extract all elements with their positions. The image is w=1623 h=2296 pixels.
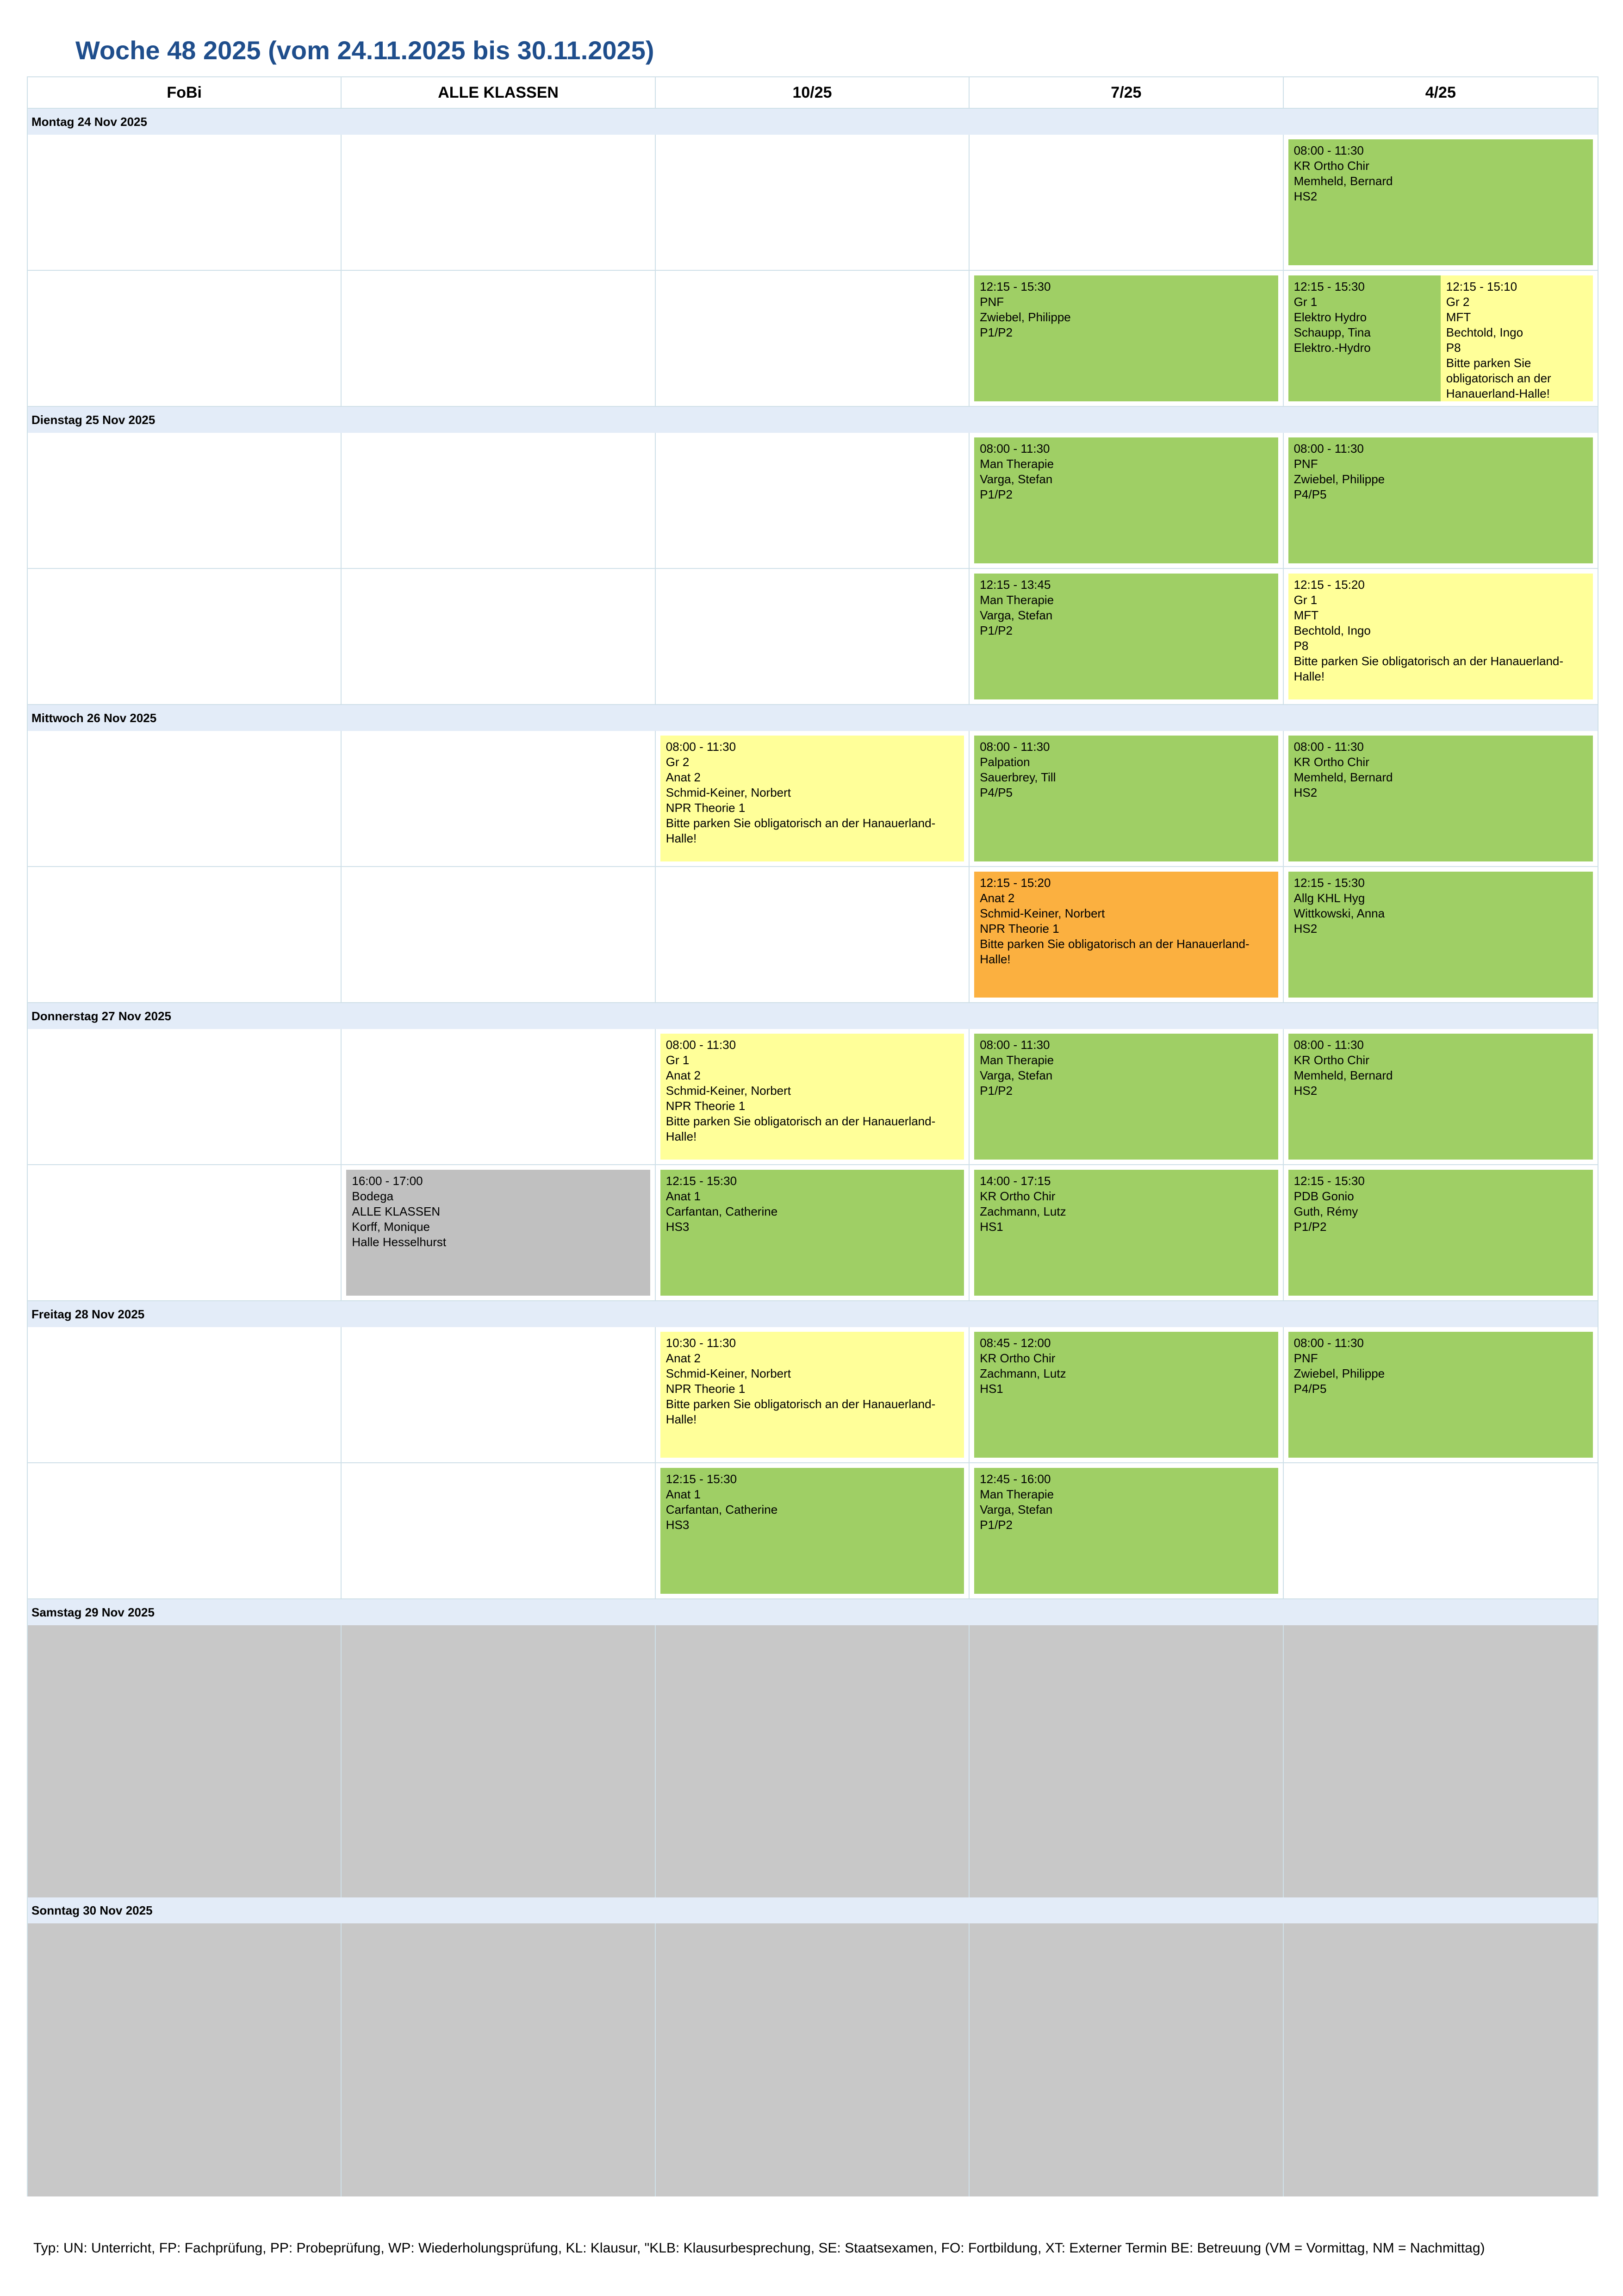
event-time: 08:00 - 11:30 [665,740,736,754]
time-slot-row [28,1029,1598,1165]
event-time: 08:00 - 11:30 [1293,144,1364,157]
event-detail: Schmid-Keiner, Norbert [665,1366,791,1380]
event-time: 08:45 - 12:00 [980,1336,1051,1350]
event-detail: Gr 1 [1293,593,1318,607]
event-detail: NPR Theorie 1 [980,922,1059,936]
event-block[interactable] [1441,275,1593,401]
event-detail: Varga, Stefan [980,608,1053,622]
schedule-cell [1284,569,1598,705]
schedule-cell [342,135,655,271]
event-detail: Korff, Monique [352,1220,430,1234]
day-header: Montag 24 Nov 2025 [28,109,1598,135]
event-block[interactable] [974,736,1278,861]
time-slot-row [28,135,1598,271]
event-block[interactable] [974,275,1278,401]
event-detail: Sauerbrey, Till [980,770,1056,784]
event-block[interactable] [660,736,964,861]
weekend-cell [342,1625,655,1897]
event-block[interactable] [974,1034,1278,1160]
event-block[interactable] [1288,275,1441,401]
event-detail: KR Ortho Chir [1293,1053,1369,1067]
time-slot-row [28,433,1598,569]
time-slot-row [28,867,1598,1003]
column-header-10-25: 10/25 [656,77,970,109]
event-detail: Zwiebel, Philippe [1293,1366,1385,1380]
event-detail: HS2 [1293,922,1318,936]
event-detail: HS3 [665,1220,690,1234]
event-block[interactable] [974,1332,1278,1458]
day-header: Samstag 29 Nov 2025 [28,1599,1598,1625]
event-detail: P1/P2 [980,1084,1013,1098]
time-slot-row [28,1327,1598,1463]
weekend-cell [970,1923,1283,2196]
event-detail: P1/P2 [980,325,1013,339]
event-detail: Gr 2 [665,755,690,769]
schedule-cell [342,271,655,407]
schedule-cell [342,433,655,569]
event-detail: Zachmann, Lutz [980,1204,1066,1218]
event-detail: HS3 [665,1518,690,1532]
event-detail: Bodega [352,1189,394,1203]
schedule-cell [656,569,970,705]
schedule-cell [342,867,655,1003]
column-header-alle-klassen: ALLE KLASSEN [342,77,655,109]
event-detail: PDB Gonio [1293,1189,1354,1203]
schedule-cell [970,1327,1283,1463]
weekend-cell [656,1923,970,2196]
event-detail: Anat 1 [665,1189,701,1203]
event-time: 12:15 - 15:10 [1446,280,1517,293]
event-detail: Man Therapie [980,593,1054,607]
schedule-cell [656,731,970,867]
event-detail: PNF [1293,1351,1318,1365]
event-detail: Bitte parken Sie obligatorisch an der Hanauerland-Halle! [665,1397,936,1426]
event-block[interactable] [1288,1170,1593,1296]
event-detail: Zachmann, Lutz [980,1366,1066,1380]
event-time: 08:00 - 11:30 [665,1038,736,1052]
event-detail: PNF [1293,457,1318,471]
schedule-cell [28,1327,342,1463]
event-detail: P1/P2 [980,487,1013,501]
schedule-cell [656,1029,970,1165]
event-detail: Varga, Stefan [980,1503,1053,1516]
event-detail: Bitte parken Sie obligatorisch an der Hanauerland-Halle! [980,937,1250,966]
schedule-cell [1284,1327,1598,1463]
event-detail: Schaupp, Tina [1293,325,1371,339]
event-detail: Man Therapie [980,1487,1054,1501]
event-detail: Memheld, Bernard [1293,770,1393,784]
weekend-cell [970,1625,1283,1897]
event-detail: P8 [1446,341,1461,355]
event-detail: MFT [1446,310,1471,324]
schedule-cell [656,1327,970,1463]
event-detail: Schmid-Keiner, Norbert [665,786,791,799]
event-detail: Man Therapie [980,1053,1054,1067]
event-detail: HS2 [1293,786,1318,799]
event-time: 08:00 - 11:30 [980,1038,1050,1052]
schedule-cell [28,271,342,407]
event-time: 12:15 - 15:20 [980,876,1051,890]
day-header: Mittwoch 26 Nov 2025 [28,705,1598,731]
event-time: 12:15 - 15:30 [1293,876,1365,890]
schedule-cell [970,433,1283,569]
schedule-cell [656,433,970,569]
event-block[interactable] [660,1332,964,1458]
event-detail: Bitte parken Sie obligatorisch an der Hanauerland-Halle! [1293,654,1564,683]
event-detail: Varga, Stefan [980,1068,1053,1082]
event-block[interactable] [1288,139,1593,265]
schedule-cell [28,433,342,569]
weekend-cell [342,1923,655,2196]
event-detail: KR Ortho Chir [980,1189,1056,1203]
column-header-fobi: FoBi [28,77,342,109]
event-detail: KR Ortho Chir [980,1351,1056,1365]
event-detail: Carfantan, Catherine [665,1204,778,1218]
day-header: Dienstag 25 Nov 2025 [28,407,1598,433]
event-detail: Schmid-Keiner, Norbert [980,906,1105,920]
event-time: 12:15 - 15:20 [1293,578,1365,592]
event-detail: Gr 1 [1293,295,1318,309]
schedule-cell [1284,1029,1598,1165]
event-block[interactable] [974,1170,1278,1296]
event-detail: Wittkowski, Anna [1293,906,1385,920]
schedule-cell [28,1165,342,1301]
event-detail: NPR Theorie 1 [665,801,746,815]
schedule-cell [1284,271,1598,407]
day-header: Sonntag 30 Nov 2025 [28,1897,1598,1923]
event-time: 12:15 - 15:30 [1293,280,1365,293]
event-block[interactable] [1288,736,1593,861]
event-time: 08:00 - 11:30 [980,740,1050,754]
event-detail: Halle Hesselhurst [352,1235,447,1249]
event-detail: KR Ortho Chir [1293,159,1369,173]
schedule-cell [970,569,1283,705]
event-detail: NPR Theorie 1 [665,1099,746,1113]
event-detail: P1/P2 [1293,1220,1327,1234]
schedule-cell [970,1165,1283,1301]
schedule-cell [342,731,655,867]
schedule-cell [1284,433,1598,569]
schedule-cell [1284,867,1598,1003]
schedule-cell [28,867,342,1003]
event-time: 12:15 - 15:30 [1293,1174,1365,1188]
weekend-empty-block [28,1625,1598,1897]
event-time: 14:00 - 17:15 [980,1174,1051,1188]
event-time: 12:15 - 13:45 [980,578,1051,592]
schedule-cell [342,1463,655,1599]
event-detail: Man Therapie [980,457,1054,471]
schedule-cell [28,731,342,867]
schedule-cell [970,867,1283,1003]
event-detail: Bechtold, Ingo [1446,325,1524,339]
time-slot-row [28,1165,1598,1301]
event-block[interactable] [1288,1332,1593,1458]
event-detail: HS1 [980,1220,1003,1234]
schedule-grid [27,76,1598,2196]
schedule-cell [656,867,970,1003]
event-detail: P1/P2 [980,1518,1013,1532]
event-detail: Carfantan, Catherine [665,1503,778,1516]
weekend-cell [28,1923,342,2196]
event-detail: Bechtold, Ingo [1293,624,1371,637]
weekend-empty-block [28,1923,1598,2196]
event-time: 10:30 - 11:30 [665,1336,736,1350]
event-block[interactable] [974,1468,1278,1594]
schedule-cell [28,1463,342,1599]
event-detail: Guth, Rémy [1293,1204,1358,1218]
event-detail: Zwiebel, Philippe [1293,472,1385,486]
schedule-cell [970,135,1283,271]
event-time: 12:15 - 15:30 [665,1472,737,1486]
event-detail: Elektro.-Hydro [1293,341,1371,355]
event-detail: NPR Theorie 1 [665,1382,746,1396]
time-slot-row [28,1463,1598,1599]
event-block[interactable] [1288,1034,1593,1160]
schedule-cell [28,1029,342,1165]
event-block[interactable] [1288,872,1593,998]
schedule-cell [342,1029,655,1165]
schedule-cell [970,731,1283,867]
event-detail: HS1 [980,1382,1003,1396]
schedule-cell [1284,1165,1598,1301]
schedule-cell [656,1463,970,1599]
event-detail: Memheld, Bernard [1293,174,1393,188]
weekday-sections [28,109,1598,1599]
schedule-cell [28,569,342,705]
event-block[interactable] [974,872,1278,998]
event-time: 12:15 - 15:30 [665,1174,737,1188]
schedule-cell [342,1327,655,1463]
event-detail: HS2 [1293,189,1318,203]
event-detail: Anat 2 [665,1068,701,1082]
event-block[interactable] [660,1468,964,1594]
event-detail: MFT [1293,608,1319,622]
page-title: Woche 48 2025 (vom 24.11.2025 bis 30.11.2025) [75,36,654,65]
schedule-cell [970,271,1283,407]
schedule-cell [342,569,655,705]
event-detail: Bitte parken Sie obligatorisch an der Hanauerland-Halle! [665,1114,936,1143]
event-detail: P8 [1293,639,1309,653]
event-time: 16:00 - 17:00 [352,1174,423,1188]
time-slot-row [28,569,1598,705]
event-block[interactable] [1288,574,1593,699]
weekend-cell [28,1625,342,1897]
schedule-cell [342,1165,655,1301]
weekend-cell [656,1625,970,1897]
event-detail: Anat 1 [665,1487,701,1501]
event-detail: Anat 2 [665,1351,701,1365]
event-detail: Bitte parken Sie obligatorisch an der Hanauerland-Halle! [665,816,936,845]
event-time: 08:00 - 11:30 [1293,740,1364,754]
event-block[interactable] [660,1170,964,1296]
event-detail: Elektro Hydro [1293,310,1367,324]
event-time: 08:00 - 11:30 [1293,1038,1364,1052]
event-detail: Gr 1 [665,1053,690,1067]
column-header-row [28,76,1598,109]
legend-footer: Typ: UN: Unterricht, FP: Fachprüfung, PP: Probeprüfung, WP: Wiederholungsprüfung, KL: Klausur, "KLB: Klausurbesprechung, SE: Staatsexamen, FO: Fortbildung, XT: Externer Termin BE: Betreuung (VM = Vormittag, NM = Nachmittag) [33,2240,1485,2256]
time-slot-row [28,731,1598,867]
event-detail: P1/P2 [980,624,1013,637]
schedule-cell [1284,135,1598,271]
schedule-cell [1284,731,1598,867]
event-detail: HS2 [1293,1084,1318,1098]
event-detail: Bitte parken Sie obligatorisch an der Hanauerland-Halle! [1446,356,1555,400]
event-detail: Anat 2 [980,891,1015,905]
weekend-sections [28,1599,1598,2196]
event-detail: Palpation [980,755,1030,769]
event-block[interactable] [974,437,1278,563]
schedule-cell [970,1029,1283,1165]
event-detail: Allg KHL Hyg [1293,891,1365,905]
time-slot-row [28,271,1598,407]
event-block[interactable] [660,1034,964,1160]
schedule-cell [970,1463,1283,1599]
schedule-cell [656,271,970,407]
event-detail: Anat 2 [665,770,701,784]
event-detail: ALLE KLASSEN [352,1204,441,1218]
event-time: 12:15 - 15:30 [980,280,1051,293]
schedule-cell [1284,1463,1598,1599]
event-time: 08:00 - 11:30 [980,442,1050,455]
column-header-4-25: 4/25 [1284,77,1598,109]
event-block[interactable] [346,1170,650,1296]
event-detail: Gr 2 [1446,295,1470,309]
event-time: 12:45 - 16:00 [980,1472,1051,1486]
schedule-cell [28,135,342,271]
event-detail: Schmid-Keiner, Norbert [665,1084,791,1098]
day-header: Freitag 28 Nov 2025 [28,1301,1598,1327]
event-detail: PNF [980,295,1004,309]
event-time: 08:00 - 11:30 [1293,1336,1364,1350]
schedule-cell [656,135,970,271]
event-detail: P4/P5 [1293,487,1327,501]
event-detail: KR Ortho Chir [1293,755,1369,769]
event-detail: P4/P5 [980,786,1013,799]
day-header: Donnerstag 27 Nov 2025 [28,1003,1598,1029]
event-detail: Varga, Stefan [980,472,1053,486]
weekend-cell [1284,1923,1598,2196]
schedule-cell [656,1165,970,1301]
event-detail: P4/P5 [1293,1382,1327,1396]
event-time: 08:00 - 11:30 [1293,442,1364,455]
event-detail: Memheld, Bernard [1293,1068,1393,1082]
weekend-cell [1284,1625,1598,1897]
event-block[interactable] [1288,437,1593,563]
event-detail: Zwiebel, Philippe [980,310,1071,324]
column-header-7-25: 7/25 [970,77,1283,109]
event-block[interactable] [974,574,1278,699]
